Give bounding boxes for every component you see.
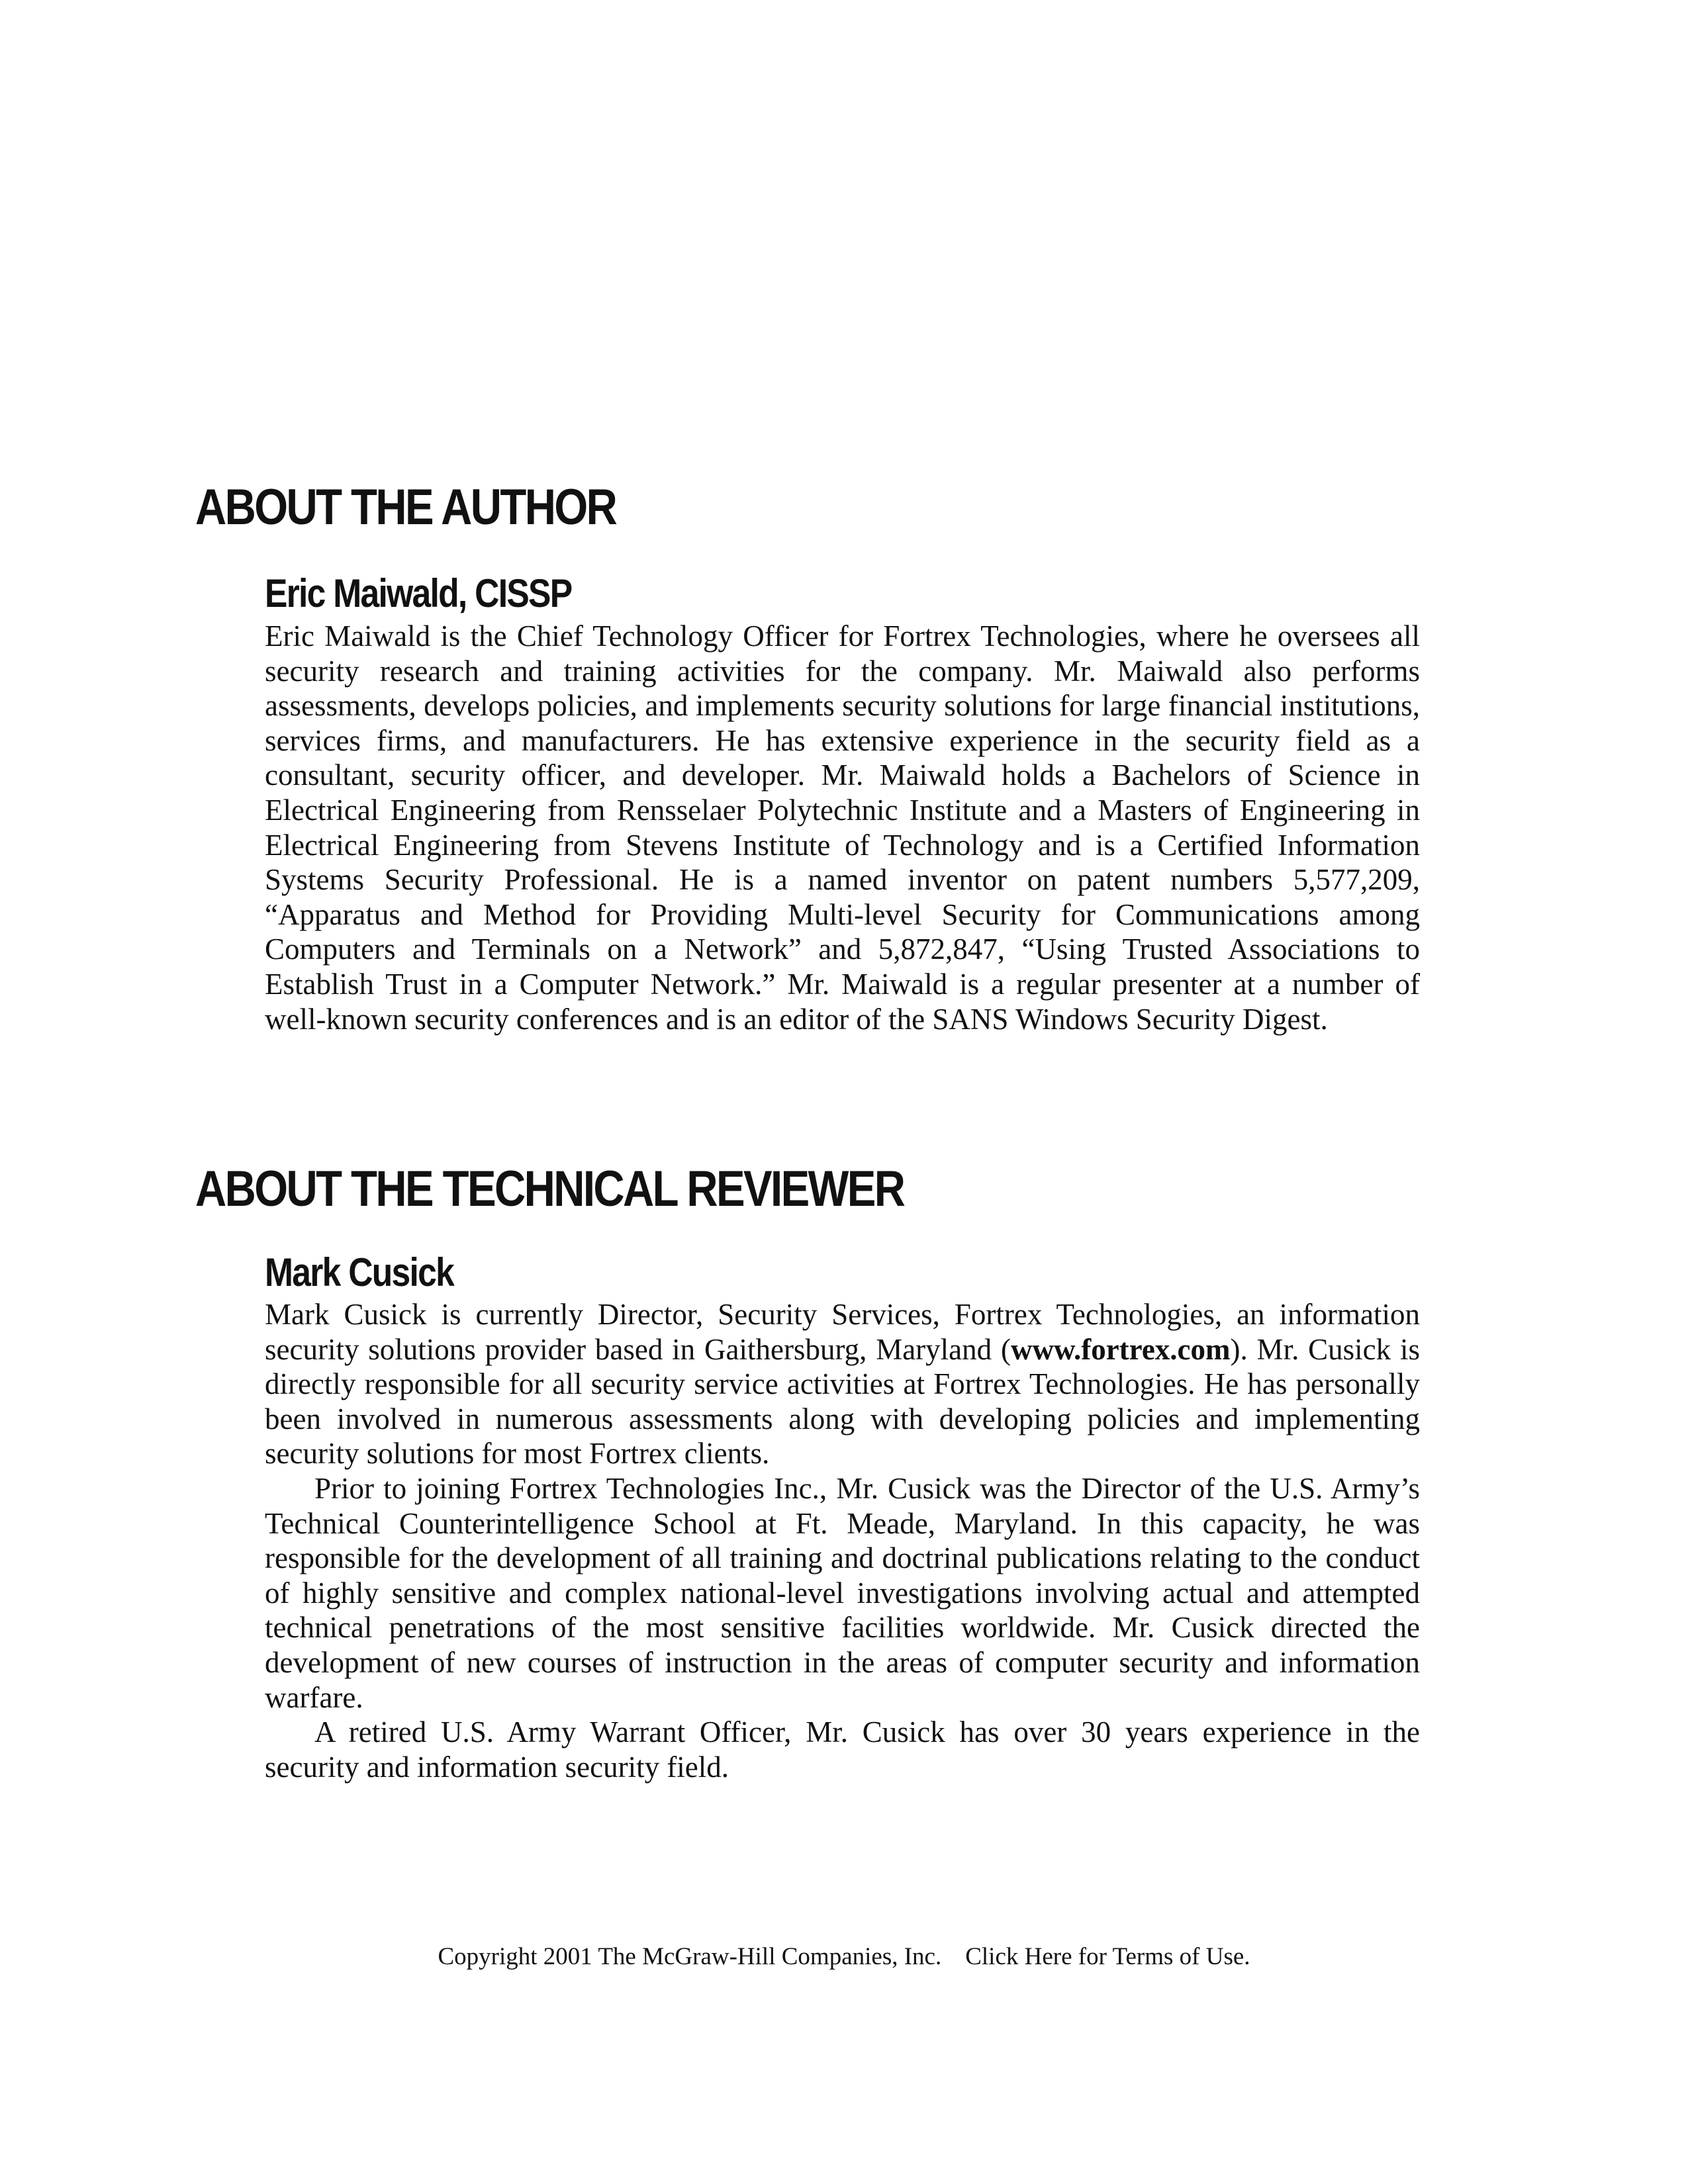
reviewer-bio-text-before-link: Mark Cusick is currently Director, Security Services, Fortrex Technologies, an information security solutions provider based in Gaithersburg, Maryland ( — [265, 1298, 1420, 1366]
reviewer-bio-paragraph-2: Prior to joining Fortrex Technologies Inc., Mr. Cusick was the Director of the U.S. Army’s Technical Counterintelligence School at Ft. Meade, Maryland. In this capacity, he was responsible for the development of all training and doctrinal publications relating to the conduct of highly sensitive and complex national-level investigations involving actual and attempted technical penetrations of the most sensitive facilities worldwide. Mr. Cusick directed the development of new courses of instruction in the areas of computer security and information warfare. — [265, 1471, 1420, 1714]
fortrex-website-link[interactable]: www.fortrex.com — [1010, 1332, 1231, 1366]
author-section-heading: ABOUT THE AUTHOR — [195, 479, 616, 535]
reviewer-section-heading: ABOUT THE TECHNICAL REVIEWER — [195, 1161, 904, 1217]
copyright-notice: Copyright 2001 The McGraw-Hill Companies, Inc. — [438, 1943, 942, 1970]
author-bio — [265, 619, 1420, 1036]
reviewer-bio-paragraph-1 — [265, 1297, 1420, 1471]
reviewer-name: Mark Cusick — [265, 1250, 454, 1295]
reviewer-bio-text-after-link: ). Mr. Cusick is directly responsible for all security service activities at Fortrex Technologies. He has personally been involved in numerous assessments along with developing policies and implementing security solutions for most Fortrex clients. — [265, 1332, 1420, 1471]
page-footer — [0, 1942, 1688, 1972]
author-bio-paragraph: Eric Maiwald is the Chief Technology Officer for Fortrex Technologies, where he oversees all security research and training activities for the company. Mr. Maiwald also performs assessments, develops policies, and implements security solutions for large financial institutions, services firms, and manufacturers. He has extensive experience in the security field as a consultant, security officer, and developer. Mr. Maiwald holds a Bachelors of Science in Electrical Engineering from Rensselaer Polytechnic Institute and a Masters of Engineering in Electrical Engineering from Stevens Institute of Technology and is a Certified Information Systems Security Professional. He is a named inventor on patent numbers 5,577,209, “Apparatus and Method for Providing Multi-level Security for Communications among Computers and Terminals on a Network” and 5,872,847, “Using Trusted Associations to Establish Trust in a Computer Network.” Mr. Maiwald is a regular presenter at a number of well-known security conferences and is an editor of the SANS Windows Security Digest. — [265, 619, 1420, 1036]
terms-of-use-link[interactable]: Click Here for Terms of Use. — [965, 1943, 1250, 1970]
reviewer-bio — [265, 1297, 1420, 1784]
author-name: Eric Maiwald, CISSP — [265, 571, 572, 615]
reviewer-bio-paragraph-3: A retired U.S. Army Warrant Officer, Mr. Cusick has over 30 years experience in the security and information security field. — [265, 1715, 1420, 1784]
